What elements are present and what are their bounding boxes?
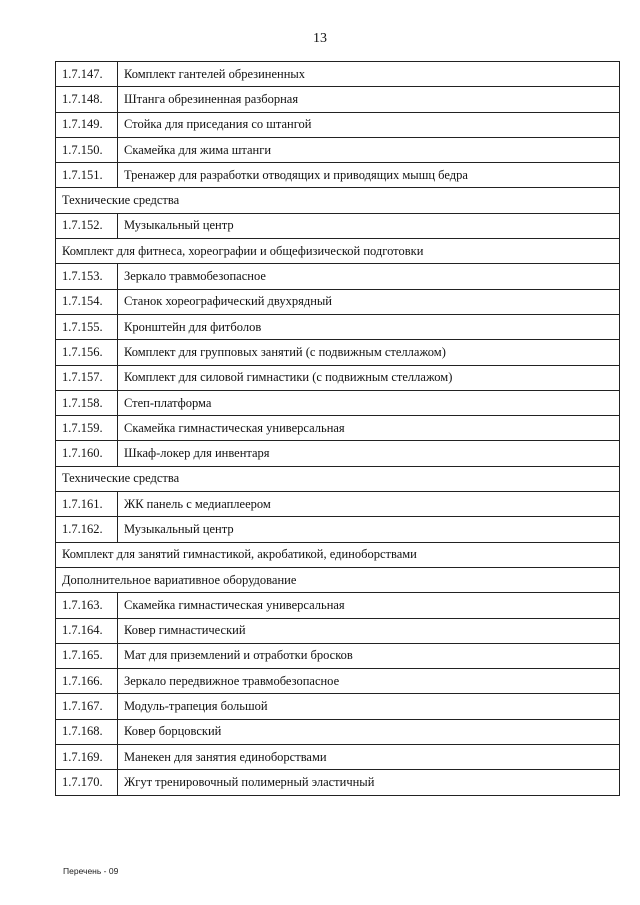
item-number: 1.7.151. — [56, 163, 118, 188]
table-row — [56, 289, 620, 314]
section-title: Комплект для фитнеса, хореографии и общефизической подготовки — [56, 239, 620, 264]
item-name: Скамейка для жима штанги — [118, 137, 620, 162]
item-name: Музыкальный центр — [118, 213, 620, 238]
item-name: ЖК панель с медиаплеером — [118, 492, 620, 517]
table-row — [56, 492, 620, 517]
item-number: 1.7.163. — [56, 593, 118, 618]
table-row — [56, 213, 620, 238]
item-number: 1.7.158. — [56, 390, 118, 415]
item-name: Зеркало травмобезопасное — [118, 264, 620, 289]
section-row — [56, 542, 620, 567]
section-row — [56, 188, 620, 213]
item-number: 1.7.152. — [56, 213, 118, 238]
section-row — [56, 567, 620, 592]
table-row — [56, 719, 620, 744]
table-row — [56, 137, 620, 162]
table-row — [56, 87, 620, 112]
section-title: Комплект для занятий гимнастикой, акробатикой, единоборствами — [56, 542, 620, 567]
table-row — [56, 340, 620, 365]
item-name: Степ-платформа — [118, 390, 620, 415]
item-name: Комплект гантелей обрезиненных — [118, 62, 620, 87]
item-name: Мат для приземлений и отработки бросков — [118, 643, 620, 668]
table-row — [56, 112, 620, 137]
section-title: Технические средства — [56, 188, 620, 213]
item-number: 1.7.153. — [56, 264, 118, 289]
item-number: 1.7.160. — [56, 441, 118, 466]
item-number: 1.7.157. — [56, 365, 118, 390]
item-name: Зеркало передвижное травмобезопасное — [118, 669, 620, 694]
table-row — [56, 669, 620, 694]
table-row — [56, 264, 620, 289]
table-row — [56, 365, 620, 390]
table-row — [56, 416, 620, 441]
item-name: Скамейка гимнастическая универсальная — [118, 593, 620, 618]
item-name: Кронштейн для фитболов — [118, 314, 620, 339]
item-number: 1.7.161. — [56, 492, 118, 517]
item-number: 1.7.147. — [56, 62, 118, 87]
item-name: Модуль-трапеция большой — [118, 694, 620, 719]
item-number: 1.7.168. — [56, 719, 118, 744]
item-name: Жгут тренировочный полимерный эластичный — [118, 770, 620, 795]
equipment-table-body — [56, 62, 620, 796]
item-name: Шкаф-локер для инвентаря — [118, 441, 620, 466]
item-number: 1.7.150. — [56, 137, 118, 162]
item-number: 1.7.162. — [56, 517, 118, 542]
item-name: Манекен для занятия единоборствами — [118, 745, 620, 770]
item-number: 1.7.164. — [56, 618, 118, 643]
item-number: 1.7.165. — [56, 643, 118, 668]
item-name: Ковер борцовский — [118, 719, 620, 744]
item-name: Стойка для приседания со штангой — [118, 112, 620, 137]
item-name: Комплект для силовой гимнастики (с подвижным стеллажом) — [118, 365, 620, 390]
item-name: Станок хореографический двухрядный — [118, 289, 620, 314]
item-name: Комплект для групповых занятий (с подвижным стеллажом) — [118, 340, 620, 365]
page-number: 13 — [313, 31, 327, 46]
item-number: 1.7.167. — [56, 694, 118, 719]
table-row — [56, 163, 620, 188]
section-title: Дополнительное вариативное оборудование — [56, 567, 620, 592]
equipment-table — [55, 61, 620, 796]
section-row — [56, 466, 620, 491]
item-number: 1.7.166. — [56, 669, 118, 694]
footer-label: Перечень - 09 — [63, 866, 119, 876]
table-row — [56, 618, 620, 643]
item-name: Ковер гимнастический — [118, 618, 620, 643]
table-row — [56, 390, 620, 415]
item-name: Скамейка гимнастическая универсальная — [118, 416, 620, 441]
table-row — [56, 62, 620, 87]
table-row — [56, 643, 620, 668]
item-number: 1.7.148. — [56, 87, 118, 112]
table-row — [56, 694, 620, 719]
section-title: Технические средства — [56, 466, 620, 491]
section-row — [56, 239, 620, 264]
item-name: Штанга обрезиненная разборная — [118, 87, 620, 112]
table-row — [56, 745, 620, 770]
item-name: Музыкальный центр — [118, 517, 620, 542]
table-row — [56, 441, 620, 466]
item-number: 1.7.169. — [56, 745, 118, 770]
item-number: 1.7.159. — [56, 416, 118, 441]
item-number: 1.7.155. — [56, 314, 118, 339]
table-row — [56, 770, 620, 795]
item-number: 1.7.170. — [56, 770, 118, 795]
item-number: 1.7.154. — [56, 289, 118, 314]
item-number: 1.7.149. — [56, 112, 118, 137]
item-number: 1.7.156. — [56, 340, 118, 365]
table-row — [56, 314, 620, 339]
table-row — [56, 593, 620, 618]
item-name: Тренажер для разработки отводящих и приводящих мышц бедра — [118, 163, 620, 188]
table-row — [56, 517, 620, 542]
